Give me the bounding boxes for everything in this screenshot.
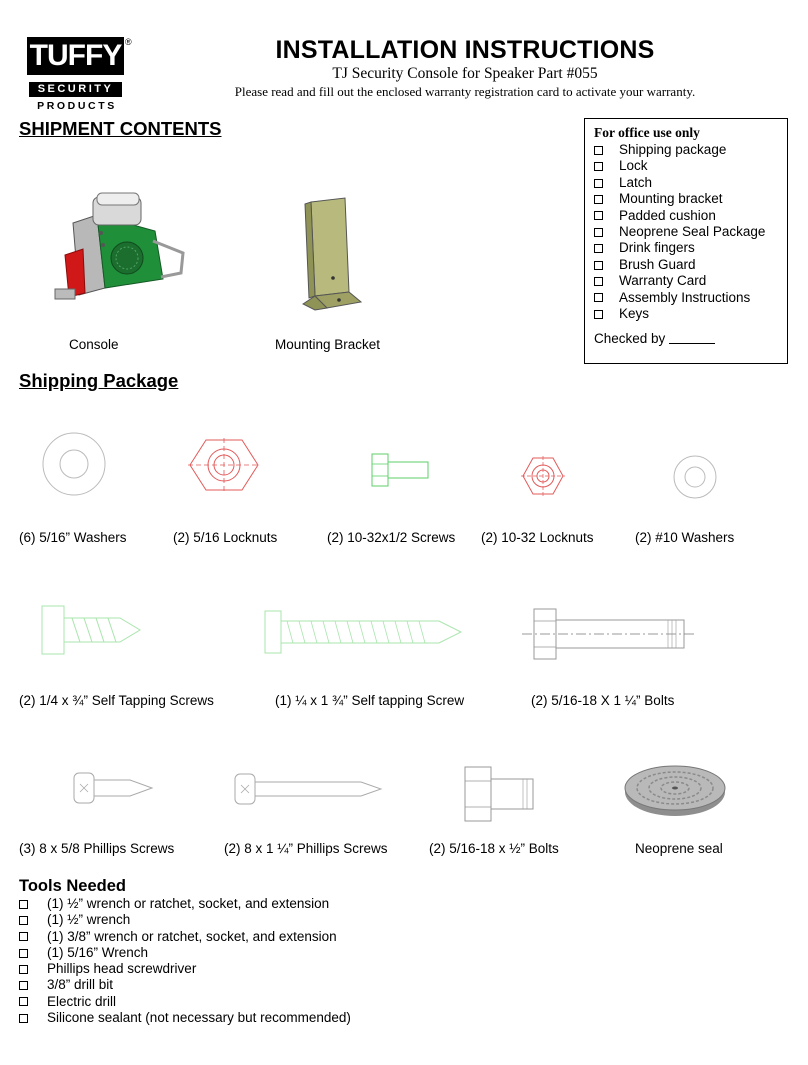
office-item[interactable] [594, 191, 787, 207]
logo-products-text: PRODUCTS [37, 100, 117, 112]
office-item[interactable] [594, 257, 787, 273]
shipment-heading: SHIPMENT CONTENTS [19, 118, 222, 139]
tool-item[interactable] [19, 945, 351, 961]
office-item-label: Brush Guard [619, 256, 696, 272]
checkbox[interactable] [594, 179, 603, 188]
checkbox[interactable] [594, 310, 603, 319]
checkbox[interactable] [594, 211, 603, 220]
bolt-516-short-image [463, 765, 537, 823]
tool-item-label: Electric drill [47, 993, 117, 1009]
self-tapping-screw-short-image [40, 604, 142, 656]
tool-item-label: Phillips head screwdriver [47, 961, 197, 977]
item-caption: (2) 5/16 Locknuts [173, 530, 278, 545]
checkbox[interactable] [19, 1014, 28, 1023]
tool-item-label: (1) 5/16” Wrench [47, 944, 149, 960]
office-item[interactable] [594, 224, 787, 240]
mounting-bracket-image [303, 196, 365, 311]
self-tapping-screw-long-image [263, 609, 463, 655]
locknut-1032-image [521, 456, 565, 496]
tool-item[interactable] [19, 896, 351, 912]
tools-heading: Tools Needed [19, 877, 126, 895]
checkbox[interactable] [19, 965, 28, 974]
tools-list [19, 896, 351, 1026]
office-item-label: Neoprene Seal Package [619, 224, 766, 240]
tool-item[interactable] [19, 994, 351, 1010]
checkbox[interactable] [594, 244, 603, 253]
office-item-label: Warranty Card [619, 273, 707, 289]
office-heading: For office use only [594, 125, 700, 140]
tool-item-label: Silicone sealant (not necessary but recommended) [47, 1010, 351, 1026]
office-item-label: Shipping package [619, 142, 727, 157]
washer-516-image [42, 432, 106, 496]
tool-item[interactable] [19, 912, 351, 928]
checkbox[interactable] [594, 195, 603, 204]
checkbox[interactable] [19, 949, 28, 958]
logo-reg-mark: ® [125, 37, 132, 47]
item-caption: (2) 1/4 x ¾” Self Tapping Screws [19, 693, 214, 708]
page-subtitle: TJ Security Console for Speaker Part #055 [332, 65, 598, 82]
item-caption: Neoprene seal [635, 841, 723, 856]
tool-item[interactable] [19, 977, 351, 993]
checkbox[interactable] [594, 261, 603, 270]
item-caption: (1) ¼ x 1 ¾” Self tapping Screw [275, 693, 465, 708]
locknut-516-image [188, 438, 260, 492]
tool-item-label: (1) ½” wrench or ratchet, socket, and extension [47, 896, 330, 911]
item-caption: (2) 8 x 1 ¼” Phillips Screws [224, 841, 388, 856]
checked-by-field[interactable] [669, 343, 715, 344]
washer-10-image [673, 455, 717, 499]
item-caption: (2) 10-32 Locknuts [481, 530, 594, 545]
tool-item-label: (1) 3/8” wrench or ratchet, socket, and extension [47, 928, 337, 944]
item-caption: (2) 10-32x1/2 Screws [327, 530, 456, 545]
page-title: INSTALLATION INSTRUCTIONS [275, 36, 655, 64]
office-item[interactable] [594, 175, 787, 191]
phillips-screw-long-image [233, 772, 383, 806]
checkbox[interactable] [19, 900, 28, 909]
logo-brand-text: TUFFY [29, 39, 122, 72]
package-heading: Shipping Package [19, 370, 179, 391]
item-caption: (2) 5/16-18 x ½” Bolts [429, 841, 559, 856]
neoprene-seal-image [623, 764, 727, 818]
phillips-screw-short-image [72, 771, 154, 805]
checkbox[interactable] [19, 932, 28, 941]
tool-item-label: 3/8” drill bit [47, 977, 114, 993]
checkbox[interactable] [594, 146, 603, 155]
office-item-label: Padded cushion [619, 207, 716, 223]
office-item-label: Mounting bracket [619, 191, 723, 207]
checked-by-label: Checked by [594, 331, 666, 347]
office-item[interactable] [594, 273, 787, 289]
office-item[interactable] [594, 142, 787, 158]
console-image [45, 193, 190, 308]
tool-item[interactable] [19, 929, 351, 945]
item-caption: (2) 5/16-18 X 1 ¼” Bolts [531, 693, 675, 708]
office-item[interactable] [594, 240, 787, 256]
checked-by [594, 331, 787, 346]
office-item-label: Keys [619, 306, 650, 322]
item-caption: (2) #10 Washers [635, 530, 735, 545]
console-caption: Console [69, 337, 119, 352]
bolt-516-long-image [522, 607, 694, 661]
item-caption: (3) 8 x 5/8 Phillips Screws [19, 841, 175, 856]
bracket-caption: Mounting Bracket [275, 337, 381, 352]
checkbox[interactable] [19, 981, 28, 990]
office-item[interactable] [594, 306, 787, 322]
item-caption: (6) 5/16” Washers [19, 530, 127, 545]
tool-item[interactable] [19, 1010, 351, 1026]
checkbox[interactable] [594, 162, 603, 171]
checkbox[interactable] [594, 293, 603, 302]
tool-item[interactable] [19, 961, 351, 977]
tuffy-logo [27, 37, 131, 115]
checkbox[interactable] [594, 277, 603, 286]
checkbox[interactable] [594, 228, 603, 237]
screw-1032-image [370, 452, 430, 488]
checkbox[interactable] [19, 916, 28, 925]
office-item[interactable] [594, 290, 787, 306]
tool-item-label: (1) ½” wrench [47, 912, 131, 928]
office-item[interactable] [594, 208, 787, 224]
logo-security-text: SECURITY [37, 83, 114, 95]
office-use-box [584, 118, 788, 364]
office-item[interactable] [594, 158, 787, 174]
checkbox[interactable] [19, 997, 28, 1006]
office-item-label: Assembly Instructions [619, 289, 751, 305]
office-item-label: Drink fingers [619, 240, 695, 256]
office-item-label: Latch [619, 174, 653, 190]
office-item-label: Lock [619, 158, 648, 174]
warranty-note: Please read and fill out the enclosed warranty registration card to activate your warranty. [234, 84, 696, 99]
